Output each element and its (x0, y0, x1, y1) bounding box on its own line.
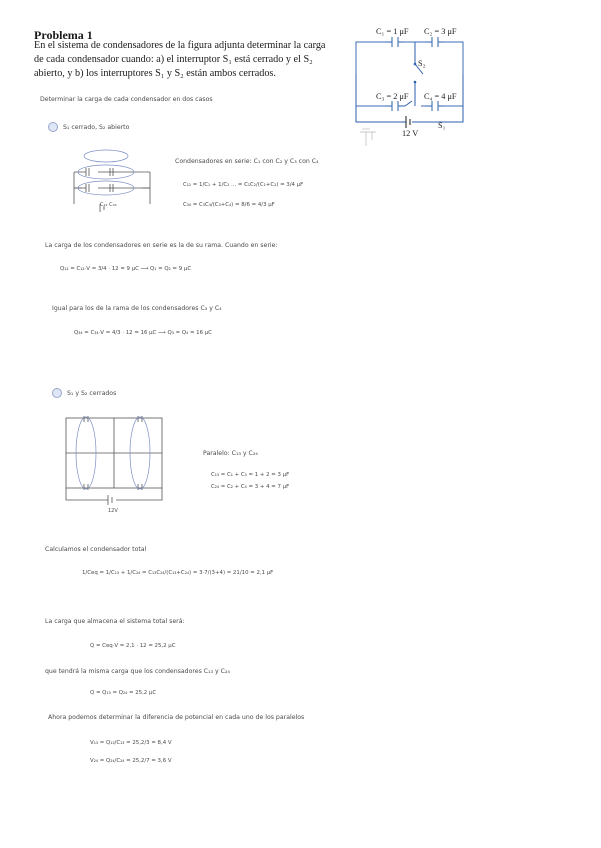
b-voltage-text: Ahora podemos determinar la diferencia de potencial en cada uno de los paralelos (48, 714, 305, 721)
b-ceq-equation: 1/Ceq = 1/C₁₃ + 1/C₂₄ = C₁₃C₂₄/(C₁₃+C₂₄) = 3·7/(3+4) = 21/10 = 2,1 μF (82, 570, 274, 576)
b-equiv-text: Calculamos el condensador total (45, 546, 147, 553)
c3-label: C₃ = 2 μF (376, 92, 409, 101)
a-c34-equation: C₃₄ = C₃C₄/(C₃+C₄) = 8/6 = 4/3 μF (183, 202, 275, 208)
case-b-sketch (60, 408, 172, 520)
notes-intro: Determinar la carga de cada condensador en dos casos (40, 96, 213, 103)
b-c13-equation: C₁₃ = C₁ + C₃ = 1 + 2 = 3 μF (211, 472, 290, 478)
b-same-charge-text: que tendrá la misma carga que los condensadores C₁₃ y C₂₄ (45, 668, 230, 675)
problem-statement: En el sistema de condensadores de la figura adjunta determinar la carga de cada condensador cuando: a) el interruptor S₁ está cerrado y el S₂ abierto, y b) los interruptores S₁ y S₂ están ambos cerrados. (34, 40, 326, 79)
case-b-heading (52, 388, 116, 398)
stamp-mark (358, 126, 380, 148)
case-a-label: S₁ cerrado, S₂ abierto (63, 124, 130, 131)
case-b-bullet-icon (52, 388, 62, 398)
c2-label: C₂ = 3 μF (424, 27, 457, 36)
problem-title: Problema 1 (34, 28, 93, 42)
b-qtotal-equation: Q = Ceq·V = 2,1 · 12 = 25,2 μC (90, 643, 176, 649)
b-q-equation: Q = Q₁₃ = Q₂₄ = 25,2 μC (90, 690, 157, 696)
b-v24-equation: V₂₄ = Q₂₄/C₂₄ = 25,2/7 = 3,6 V (90, 758, 172, 764)
a-same-text: Igual para los de la rama de los condensadores C₃ y C₄ (52, 305, 222, 312)
case-a-sketch-caption: C₁₂ C₃₄ (100, 202, 117, 208)
case-b-sketch-voltage: 12V (108, 508, 118, 514)
case-a-bullet-icon (48, 122, 58, 132)
b-total-text: La carga que almacena el sistema total será: (45, 618, 185, 625)
a-c12-equation: C₁₂ = 1/C₁ + 1/C₂ ... = C₁C₂/(C₁+C₂) = 3/4 μF (183, 182, 304, 188)
b-parallel-text: Paralelo: C₁₃ y C₂₄ (203, 450, 258, 457)
a-q12-equation: Q₁₂ = C₁₂·V = 3/4 · 12 = 9 μC ⟶ Q₁ = Q₂ = 9 μC (60, 266, 192, 272)
a-charge-text: La carga de los condensadores en serie es la de su rama. Cuando en serie: (45, 242, 278, 249)
a-q34-equation: Q₃₄ = C₃₄·V = 4/3 · 12 = 16 μC ⟶ Q₃ = Q₄ = 16 μC (74, 330, 212, 336)
a-series-text: Condensadores en serie: C₁ con C₂ y C₃ con C₄ (175, 158, 319, 165)
b-c24-equation: C₂₄ = C₂ + C₄ = 3 + 4 = 7 μF (211, 484, 290, 490)
case-a-heading (48, 122, 129, 132)
s1-label: S₁ (438, 121, 446, 130)
s2-label: S₂ (418, 59, 426, 68)
b-v13-equation: V₁₃ = Q₁₃/C₁₃ = 25,2/3 = 8,4 V (90, 740, 172, 746)
capacitor-circuit-diagram (350, 24, 470, 136)
voltage-label: 12 V (402, 129, 419, 136)
c4-label: C₄ = 4 μF (424, 92, 457, 101)
c1-label: C₁ = 1 μF (376, 27, 409, 36)
case-b-label: S₁ y S₂ cerrados (67, 390, 117, 397)
